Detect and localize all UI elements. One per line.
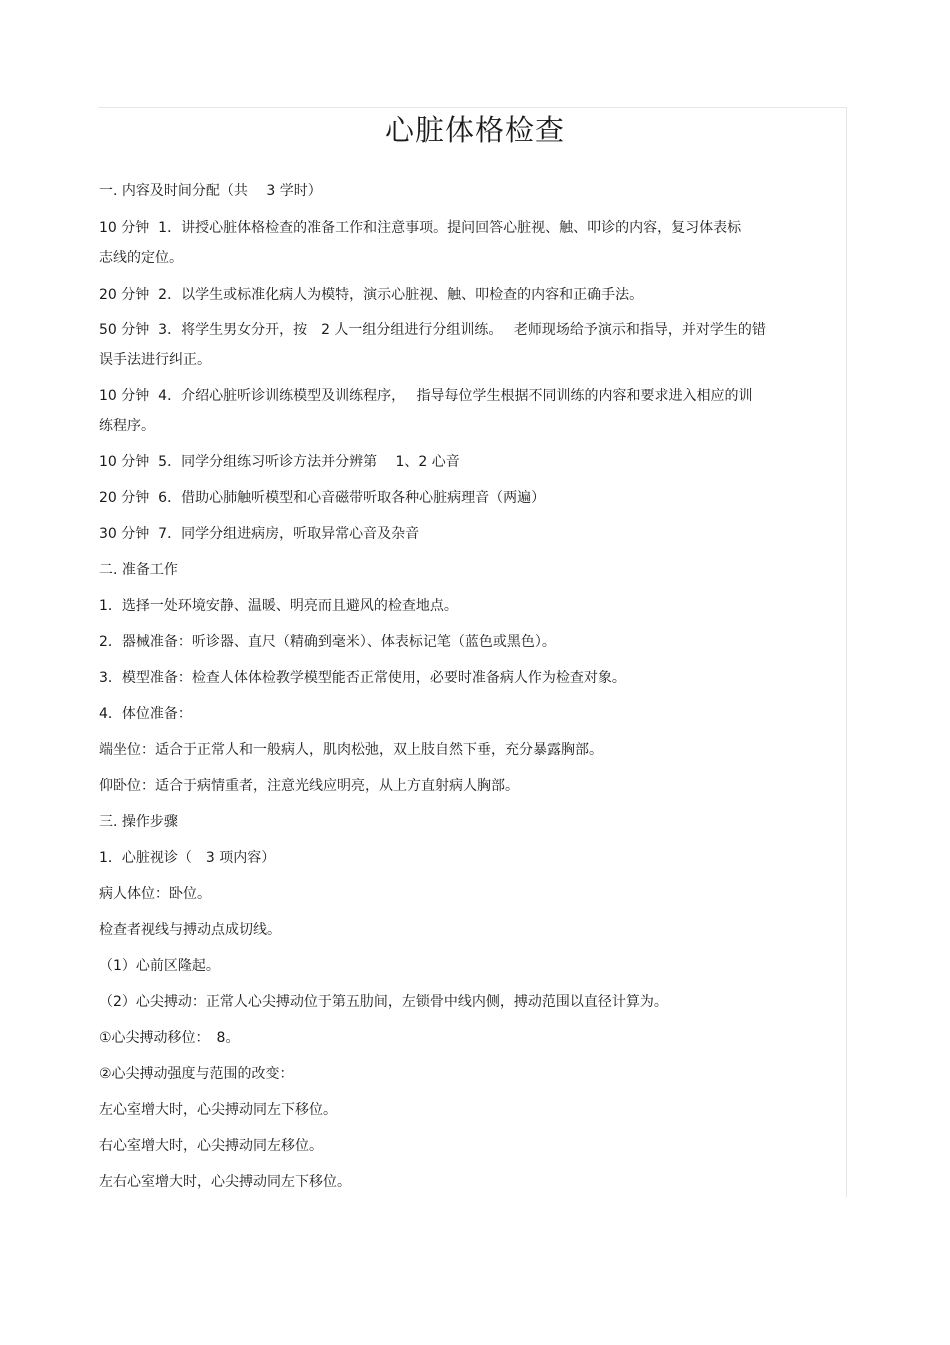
section-heading: 一. 内容及时间分配（共 3 学时）	[99, 183, 322, 199]
text-line: 4．体位准备：	[99, 706, 192, 722]
text-line: ②心尖搏动强度与范围的改变：	[99, 1066, 294, 1082]
text-line: ①心尖搏动移位： 8。	[99, 1030, 240, 1046]
text-line: 仰卧位：适合于病情重者，注意光线应明亮，从上方直射病人胸部。	[99, 778, 519, 794]
text-line: 练程序。	[99, 418, 155, 434]
text-line: 病人体位：卧位。	[99, 886, 211, 902]
text-line: 20 分钟 2．以学生或标准化病人为模特，演示心脏视、触、叩检查的内容和正确手法。	[99, 287, 644, 303]
text-line: 30 分钟 7．同学分组进病房，听取异常心音及杂音	[99, 526, 420, 542]
text-line: 1．心脏视诊（ 3 项内容）	[99, 850, 276, 866]
text-line: 1．选择一处环境安静、温暖、明亮而且避风的检查地点。	[99, 598, 458, 614]
text-line: 误手法进行纠正。	[99, 352, 211, 368]
text-line: 志线的定位。	[99, 250, 183, 266]
text-line: 检查者视线与搏动点成切线。	[99, 922, 281, 938]
text-line: 端坐位：适合于正常人和一般病人，肌肉松弛，双上肢自然下垂，充分暴露胸部。	[99, 742, 603, 758]
text-line: 3．模型准备：检查人体体检教学模型能否正常使用，必要时准备病人作为检查对象。	[99, 670, 626, 686]
text-line: 右心室增大时，心尖搏动同左移位。	[99, 1138, 323, 1154]
text-line: 10 分钟 5．同学分组练习听诊方法并分辨第 1、2 心音	[99, 454, 460, 470]
text-line: 左心室增大时，心尖搏动同左下移位。	[99, 1102, 337, 1118]
document-title: 心脏体格检查	[384, 113, 565, 147]
text-line: 左右心室增大时，心尖搏动同左下移位。	[99, 1174, 351, 1190]
text-line: 20 分钟 6．借助心肺触听模型和心音磁带听取各种心脏病理音（两遍）	[99, 490, 546, 506]
text-line: 10 分钟 4．介绍心脏听诊训练模型及训练程序， 指导每位学生根据不同训练的内容和要求进入相应的训	[99, 388, 753, 404]
text-line: 2．器械准备：听诊器、直尺（精确到毫米）、体表标记笔（蓝色或黑色）。	[99, 634, 556, 650]
text-line: （2）心尖搏动：正常人心尖搏动位于第五肋间，左锁骨中线内侧，搏动范围以直径计算为。	[99, 994, 668, 1010]
section-heading: 三. 操作步骤	[99, 814, 178, 830]
text-line: 10 分钟 1．讲授心脏体格检查的准备工作和注意事项。提问回答心脏视、触、叩诊的内容，复习体表标	[99, 220, 742, 236]
text-line: 50 分钟 3．将学生男女分开，按 2 人一组分组进行分组训练。 老师现场给予演示和指导，并对学生的错	[99, 322, 766, 338]
text-line: （1）心前区隆起。	[99, 958, 220, 974]
section-heading: 二. 准备工作	[99, 562, 178, 578]
